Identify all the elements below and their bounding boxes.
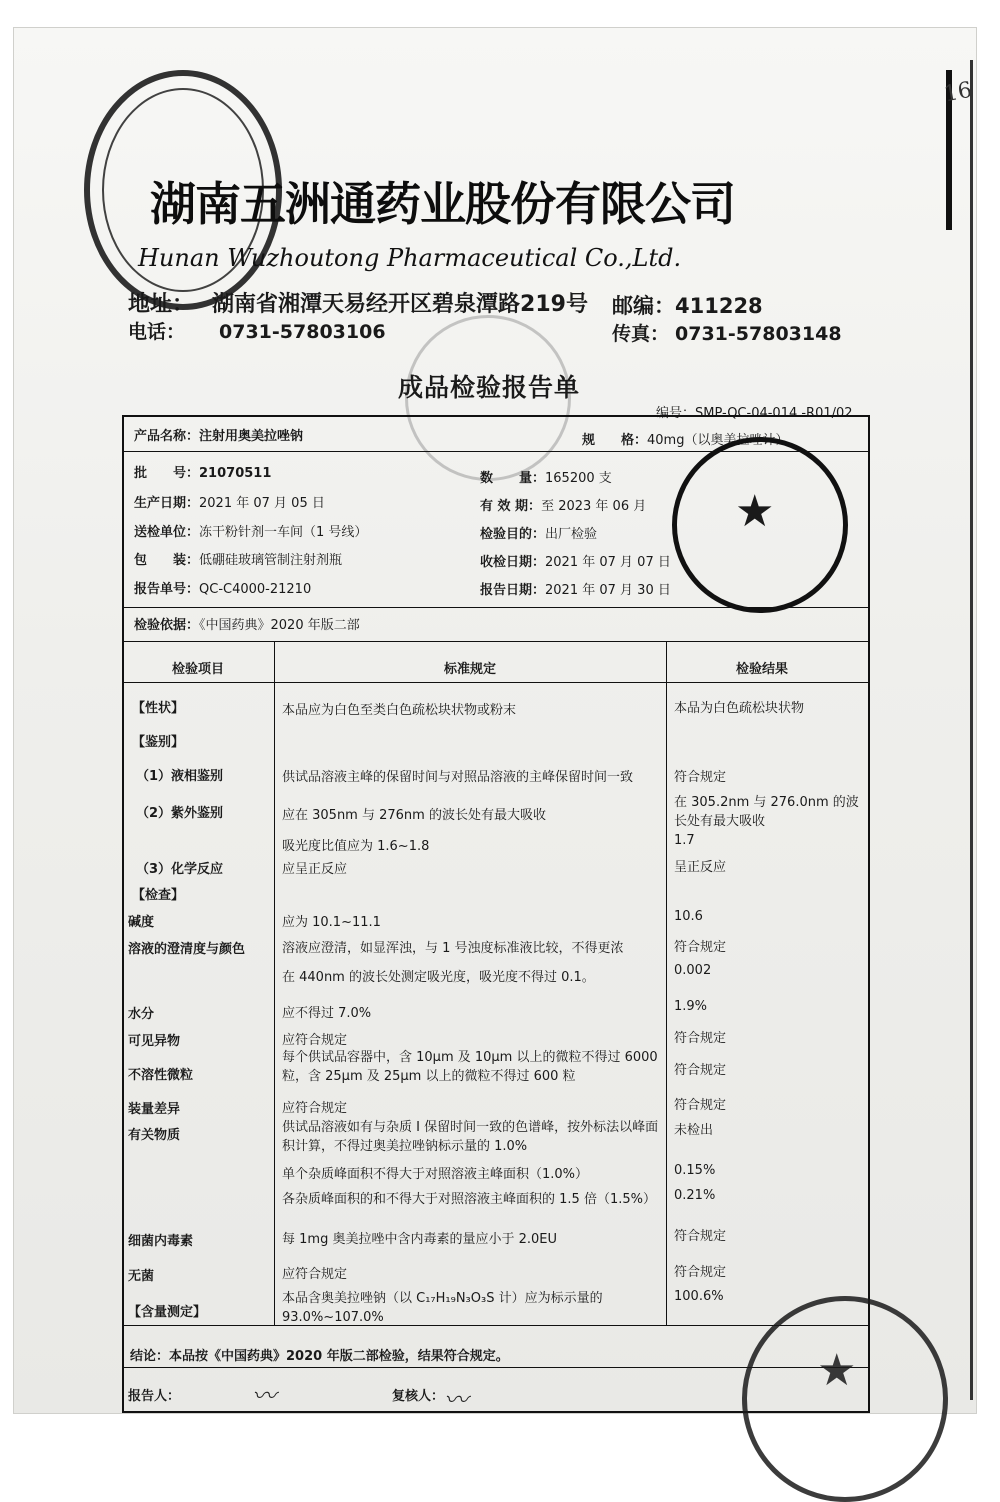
star-icon: ★ xyxy=(735,486,775,537)
report-date-label: 报告日期： xyxy=(480,583,546,598)
row-result: 符合规定 xyxy=(674,940,727,955)
company-address xyxy=(128,287,588,318)
row-result: 0.15% xyxy=(674,1163,716,1178)
row-result: 在 305.2nm 与 276.0nm 的波长处有最大吸收 xyxy=(674,795,859,829)
sender-dept-value: 冻干粉针剂一车间（1 号线） xyxy=(199,525,368,540)
expiry xyxy=(480,495,646,514)
batch-label: 批 号： xyxy=(134,466,200,481)
row-result: 符合规定 xyxy=(674,1098,727,1113)
row-result: 呈正反应 xyxy=(674,860,727,875)
row-item: 碱度 xyxy=(128,915,155,930)
row-item: 可见异物 xyxy=(128,1034,181,1049)
purpose xyxy=(480,523,597,542)
row-standard: 每 1mg 奥美拉唑中含内毒素的量应小于 2.0EU xyxy=(282,1232,557,1247)
row-result: 1.7 xyxy=(674,833,695,848)
report-date-value: 2021 年 07 月 30 日 xyxy=(545,583,671,598)
report-number-value: QC-C4000-21210 xyxy=(199,582,312,597)
row-item: 细菌内毒素 xyxy=(128,1234,194,1249)
row-standard: 应符合规定 xyxy=(282,1033,348,1048)
row-standard: 应符合规定 xyxy=(282,1267,348,1282)
quality-inspection-seal xyxy=(672,437,848,613)
report-number xyxy=(134,578,311,597)
address-label: 地址： xyxy=(128,292,195,317)
row-item: 【性状】 xyxy=(132,701,185,716)
phone-value: 0731-57803106 xyxy=(219,321,386,343)
postcode-value: 411228 xyxy=(675,294,763,318)
row-result: 符合规定 xyxy=(674,1229,727,1244)
received-date xyxy=(480,551,671,570)
row-item: 无菌 xyxy=(128,1269,155,1284)
row-standard: 本品含奥美拉唑钠（以 C₁₇H₁₉N₃O₃S 计）应为标示量的 93.0%~107.0% xyxy=(282,1291,603,1325)
postcode-label: 邮编： xyxy=(612,294,675,318)
quantity xyxy=(480,467,612,486)
row-item: （1）液相鉴别 xyxy=(136,769,224,784)
mfg-date xyxy=(134,492,325,511)
row-result: 符合规定 xyxy=(674,1265,727,1280)
row-item: 装量差异 xyxy=(128,1102,181,1117)
row-result: 1.9% xyxy=(674,999,708,1014)
table-divider xyxy=(124,682,868,683)
row-item: 不溶性微粒 xyxy=(128,1068,194,1083)
row-standard: 溶液应澄清，如显浑浊，与 1 号浊度标准液比较，不得更浓 xyxy=(282,941,624,956)
row-standard: 单个杂质峰面积不得大于对照溶液主峰面积（1.0%） xyxy=(282,1167,589,1182)
bottom-seal xyxy=(742,1296,948,1502)
page-edge-shadow xyxy=(970,60,973,1400)
report-date xyxy=(480,579,671,598)
mfg-date-value: 2021 年 07 月 05 日 xyxy=(199,496,325,511)
row-standard: 应为 10.1~11.1 xyxy=(282,915,381,930)
reviewer-signature: 〰 xyxy=(444,1386,468,1414)
row-item: 【鉴别】 xyxy=(132,735,185,750)
inspection-basis xyxy=(134,614,360,633)
row-result: 未检出 xyxy=(674,1123,714,1138)
row-result: 100.6% xyxy=(674,1289,724,1304)
row-result: 符合规定 xyxy=(674,1031,727,1046)
product-name xyxy=(134,425,303,444)
row-result: 10.6 xyxy=(674,909,703,924)
row-result: 符合规定 xyxy=(674,770,727,785)
star-icon: ★ xyxy=(817,1345,857,1396)
spec-label: 规 格： xyxy=(582,433,648,448)
row-result: 符合规定 xyxy=(674,1063,727,1078)
quantity-value: 165200 支 xyxy=(545,471,612,486)
header-result: 检验结果 xyxy=(736,662,789,677)
row-standard: 应在 305nm 与 276nm 的波长处有最大吸收 xyxy=(282,808,546,823)
product-value: 注射用奥美拉唑钠 xyxy=(199,429,304,444)
batch xyxy=(134,462,271,481)
sender-dept-label: 送检单位： xyxy=(134,525,200,540)
basis-label: 检验依据： xyxy=(134,618,200,633)
purpose-label: 检验目的： xyxy=(480,527,546,542)
row-result: 0.21% xyxy=(674,1188,716,1203)
row-item: （2）紫外鉴别 xyxy=(136,806,224,821)
fax-value: 0731-57803148 xyxy=(675,323,842,345)
row-result: 0.002 xyxy=(674,963,712,978)
mfg-date-label: 生产日期： xyxy=(134,496,200,511)
conclusion: 结论：本品按《中国药典》2020 年版二部检验，结果符合规定。 xyxy=(130,1349,509,1364)
fax-label: 传真： xyxy=(612,323,670,345)
row-standard: 在 440nm 的波长处测定吸光度，吸光度不得过 0.1。 xyxy=(282,970,595,985)
row-standard: 供试品溶液主峰的保留时间与对照品溶液的主峰保留时间一致 xyxy=(282,770,634,785)
phone-label: 电话： xyxy=(128,321,186,343)
report-title: 成品检验报告单 xyxy=(398,373,581,402)
row-standard: 本品应为白色至类白色疏松块状物或粉末 xyxy=(282,703,517,718)
row-standard: 应呈正反应 xyxy=(282,862,348,877)
handwritten-page-number: 16 xyxy=(942,77,974,108)
company-phone xyxy=(128,317,386,344)
reporter-signature: 〰 xyxy=(252,1382,276,1410)
expiry-label: 有 效 期： xyxy=(480,499,542,514)
product-label: 产品名称： xyxy=(134,429,200,444)
spec-value: 40mg（以奥美拉唑计） xyxy=(647,433,789,448)
packaging xyxy=(134,549,342,568)
sender-dept xyxy=(134,521,367,540)
company-name-en: Hunan Wuzhoutong Pharmaceutical Co.,Ltd. xyxy=(138,244,682,272)
basis-value: 《中国药典》2020 年版二部 xyxy=(199,618,360,633)
row-item: （3）化学反应 xyxy=(136,862,224,877)
row-standard: 应符合规定 xyxy=(282,1101,348,1116)
row-standard: 每个供试品容器中，含 10μm 及 10μm 以上的微粒不得过 6000 粒，含 25μm 及 25μm 以上的微粒不得过 600 粒 xyxy=(282,1050,658,1084)
header-item: 检验项目 xyxy=(172,662,225,677)
row-standard: 吸光度比值应为 1.6~1.8 xyxy=(282,839,430,854)
row-item: 【含量测定】 xyxy=(128,1305,207,1320)
batch-value: 21070511 xyxy=(199,466,272,481)
packaging-label: 包 装： xyxy=(134,553,200,568)
reviewer-label: 复核人： xyxy=(392,1389,445,1404)
row-item: 水分 xyxy=(128,1007,155,1022)
table-divider xyxy=(124,641,868,642)
received-date-label: 收检日期： xyxy=(480,555,546,570)
row-item: 溶液的澄清度与颜色 xyxy=(128,942,246,957)
row-result: 本品为白色疏松块状物 xyxy=(674,701,805,716)
received-date-value: 2021 年 07 月 07 日 xyxy=(545,555,671,570)
header-standard: 标准规定 xyxy=(444,662,497,677)
company-postcode xyxy=(612,290,763,320)
purpose-value: 出厂检验 xyxy=(545,527,598,542)
expiry-value: 至 2023 年 06 月 xyxy=(541,499,647,514)
row-standard: 供试品溶液如有与杂质 I 保留时间一致的色谱峰，按外标法以峰面积计算，不得过奥美拉唑钠标示量的 1.0% xyxy=(282,1120,659,1154)
packaging-value: 低硼硅玻璃管制注射剂瓶 xyxy=(199,553,343,568)
document-number: 编号：SMP-QC-04-014 -R01/02 xyxy=(656,406,853,421)
column-divider xyxy=(666,641,667,1325)
row-standard: 各杂质峰面积的和不得大于对照溶液主峰面积的 1.5 倍（1.5%） xyxy=(282,1192,656,1207)
quantity-label: 数 量： xyxy=(480,471,546,486)
column-divider xyxy=(274,641,275,1325)
row-item: 【检查】 xyxy=(132,888,185,903)
company-fax xyxy=(612,319,842,346)
row-item: 有关物质 xyxy=(128,1128,181,1143)
address-value: 湖南省湘潭天易经开区碧泉潭路219号 xyxy=(212,292,588,317)
report-number-label: 报告单号： xyxy=(134,582,200,597)
reporter-label: 报告人： xyxy=(128,1389,181,1404)
row-standard: 应不得过 7.0% xyxy=(282,1006,372,1021)
company-name-cn: 湖南五洲通药业股份有限公司 xyxy=(150,177,735,231)
